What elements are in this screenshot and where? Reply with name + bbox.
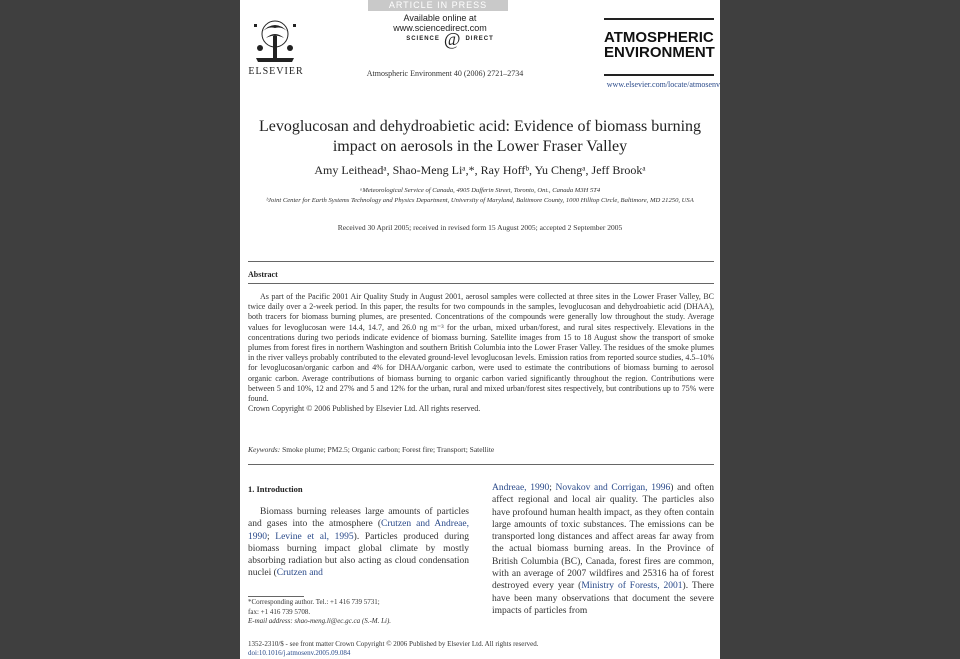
keywords-bottom-rule — [248, 464, 714, 465]
sciencedirect-word-2: DIRECT — [465, 36, 494, 42]
abstract-heading: Abstract — [248, 270, 278, 279]
citation-link-crutzen-2[interactable]: Crutzen and — [276, 568, 323, 579]
front-matter-footer — [248, 640, 714, 658]
article-in-press-banner: ARTICLE IN PRESS — [368, 0, 508, 11]
keywords-label: Keywords: — [248, 445, 281, 454]
abstract-heading-rule — [248, 283, 714, 284]
affiliations — [250, 186, 710, 205]
available-online-text: Available online at www.sciencedirect.com — [393, 13, 487, 33]
abstract-top-rule — [248, 261, 714, 262]
paper-page — [240, 0, 720, 659]
intro-text-2: ). Particles produced during biomass burning impact global climate by mostly absorbing radiation but also acting as cloud condensation nuclei ( — [248, 531, 469, 579]
abstract-copyright: Crown Copyright © 2006 Published by Elsevier Ltd. All rights reserved. — [248, 404, 481, 414]
elsevier-tree-icon — [248, 18, 302, 64]
intro-text-3: ) and often affect regional and local air quality. The particles also have profound human health impact, as they often contain large amounts of toxic substances. The emissions can be transported long distances and affect areas far away from the actual biomass burning areas. In the Province of British Columbia (BC), Canada, forest fires are common, with an average of 2007 wildfires and 25316 ha of forest destroyed every year ( — [492, 483, 714, 592]
citation-link-crutzen-1[interactable]: Crutzen and Andreae, 1990 — [248, 519, 469, 542]
journal-name-line-1: ATMOSPHERIC — [604, 29, 714, 46]
abstract-text: As part of the Pacific 2001 Air Quality Study in August 2001, aerosol samples were collected at three sites in the Lower Fraser Valley, BC twice daily over a 2-week period. In this paper, the results for two compounds in the samples, levoglucosan and dehydroabietic acid (DHAA), both tracers for biomass burning plumes, are presented. Concentrations of the compounds were generally low throughout the study. Average values for levoglucosan were 14.4, 14.7, and 26.0 ng m⁻³ for the urban, mixed urban/forest, and rural sites respectively. Elevations in the concentrations during two periods indicate evidence of biomass burning. Satellite images from 15 to 18 August show the transport of smoke plumes from forest fires in northern Washington and southern British Columbia into the Lower Fraser Valley. The residues of the smoke plumes in the river valleys probably contributed to the elevated ground-level levoglucosan levels. Emission ratios from reported source studies, 4.5–10% for levoglucosan/organic carbon and 4% for DHAA/organic carbon, were used to estimate the contributions of biomass burning to aerosol organic carbon. Average contributions of biomass burning to organic carbon varied significantly throughout the region. Contributions were between 5 and 10%, 12 and 27% and 5 and 12% for the urban, rural and mixed urban/forest sites respectively, but contributions up to 75% were found. — [248, 292, 714, 404]
affiliation-b: ᵇJoint Center for Earth Systems Technology and Physics Department, University of Maryland, Baltimore County, 1000 Hilltop Circle, Baltimore, MD 21250, USA — [266, 196, 694, 204]
keywords-values: Smoke plume; PM2.5; Organic carbon; Forest fire; Transport; Satellite — [282, 445, 495, 454]
sciencedirect-word-1: SCIENCE — [406, 36, 440, 42]
received-dates: Received 30 April 2005; received in revised form 15 August 2005; accepted 2 September 2005 — [337, 223, 623, 232]
sciencedirect-at-icon: @ — [443, 28, 462, 49]
abstract-body — [248, 292, 714, 414]
journal-logo — [604, 18, 714, 76]
sciencedirect-logo — [390, 29, 510, 49]
citation-link-andreae[interactable]: Andreae, 1990 — [492, 483, 550, 493]
citation-link-ministry[interactable]: Ministry of Forests, 2001 — [581, 581, 683, 592]
doi-link[interactable]: doi:10.1016/j.atmosenv.2005.09.084 — [248, 649, 351, 657]
journal-url-link[interactable]: www.elsevier.com/locate/atmosenv — [606, 80, 720, 89]
citation-link-novakov[interactable]: Novakov and Corrigan, 1996 — [555, 483, 671, 493]
citation-separator-2: ; — [549, 483, 556, 493]
issn-line: 1352-2310/$ - see front matter Crown Copyright © 2006 Published by Elsevier Ltd. All rights reserved. — [248, 640, 539, 648]
footnote-email: E-mail address: shao-meng.li@ec.gc.ca (S.-M. Li). — [248, 617, 392, 625]
journal-name-line-2: ENVIRONMENT — [604, 44, 715, 61]
keywords-line — [248, 445, 714, 454]
citation-separator: ; — [267, 531, 276, 542]
footnote-rule — [248, 596, 304, 597]
intro-column-right — [492, 482, 714, 617]
affiliation-a: ᵃMeteorological Service of Canada, 4905 Dufferin Street, Toronto, Ont., Canada M3H 5T4 — [359, 187, 601, 194]
section-heading-introduction: 1. Introduction — [248, 484, 303, 494]
journal-citation: Atmospheric Environment 40 (2006) 2721–2734 — [366, 69, 524, 78]
intro-text-4: ). There have been many observations that document the severe impacts of particles from — [492, 581, 714, 616]
article-title: Levoglucosan and dehydroabietic acid: Evidence of biomass burning impact on aerosols in the Lower Fraser Valley — [258, 118, 702, 155]
citation-link-levine[interactable]: Levine et al, 1995 — [275, 531, 354, 542]
author-list: Amy Leitheadᵃ, Shao-Meng Liᵃ,*, Ray Hoffᵇ, Yu Chengᵃ, Jeff Brookᵃ — [314, 163, 646, 177]
corresponding-author-footnote — [248, 598, 478, 627]
intro-text-1: Biomass burning releases large amounts of particles and gases into the atmosphere ( — [248, 507, 469, 530]
intro-paragraph-1-continued — [492, 482, 714, 617]
publisher-name: ELSEVIER — [248, 66, 304, 77]
footnote-tel: *Corresponding author. Tel.: +1 416 739 5731; — [248, 598, 380, 606]
intro-paragraph-1 — [248, 506, 469, 580]
intro-column-left — [248, 506, 469, 580]
footnote-fax: fax: +1 416 739 5708. — [248, 607, 311, 616]
